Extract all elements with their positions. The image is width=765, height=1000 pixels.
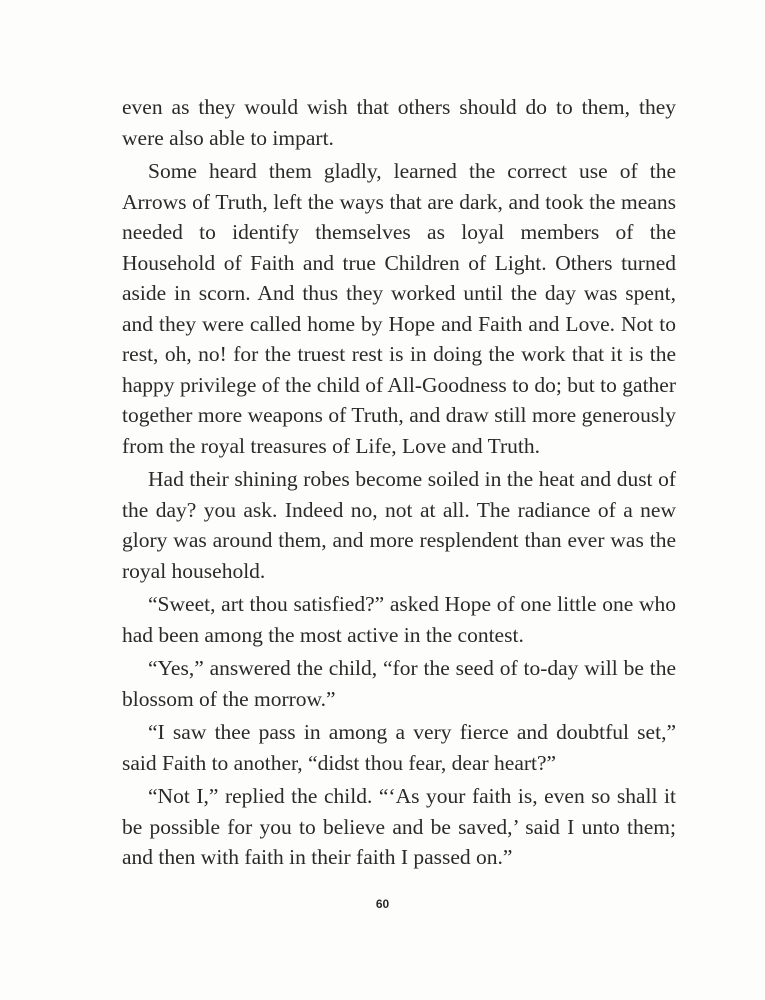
body-text xyxy=(122,92,676,876)
paragraph-5: “Yes,” answered the child, “for the seed of to-day will be the blossom of the morrow.” xyxy=(122,656,676,711)
paragraph-1: even as they would wish that others should do to them, they were also able to impart. xyxy=(122,95,676,150)
paragraph-7: “Not I,” replied the child. “‘As your faith is, even so shall it be possible for you to believe and be saved,’ said I unto them; and then with faith in their faith I passed on.” xyxy=(122,784,676,869)
paragraph-2: Some heard them gladly, learned the correct use of the Arrows of Truth, left the ways that are dark, and took the means needed to identify themselves as loyal members of the Household of Faith and true Children of Light. Others turned aside in scorn. And thus they worked until the day was spent, and they were called home by Hope and Faith and Love. Not to rest, oh, no! for the truest rest is in doing the work that it is the happy privilege of the child of All-Goodness to do; but to gather together more weapons of Truth, and draw still more generously from the royal treasures of Life, Love and Truth. xyxy=(122,159,676,458)
paragraph-3: Had their shining robes become soiled in the heat and dust of the day? you ask. Indeed no, not at all. The radiance of a new glory was around them, and more resplendent than ever was the royal household. xyxy=(122,467,676,583)
paragraph-6: “I saw thee pass in among a very fierce and doubtful set,” said Faith to another, “didst thou fear, dear heart?” xyxy=(122,720,676,775)
paragraph-4: “Sweet, art thou satisfied?” asked Hope of one little one who had been among the most active in the contest. xyxy=(122,592,676,647)
page-number: 60 xyxy=(375,897,390,911)
